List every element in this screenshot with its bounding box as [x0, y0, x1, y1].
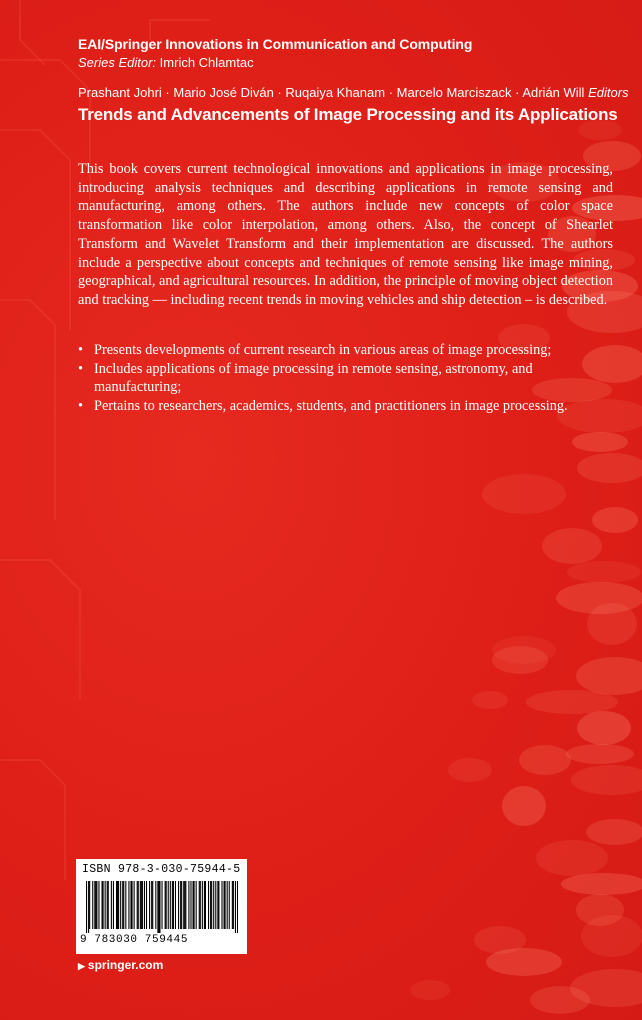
barcode-bar: [88, 881, 89, 933]
barcode-bar: [181, 881, 182, 929]
series-editor: [78, 55, 254, 70]
barcode-bar: [178, 881, 179, 929]
barcode-bar: [111, 881, 112, 929]
barcode-bar: [172, 881, 173, 929]
barcode-bar: [120, 881, 121, 929]
barcode-bar: [225, 881, 226, 929]
bullet-icon: •: [78, 342, 84, 358]
barcode-bar: [217, 881, 218, 929]
publisher-link-text: springer.com: [87, 958, 164, 972]
barcode-bar: [158, 881, 159, 933]
barcode-bar: [141, 881, 142, 929]
barcode-bar: [94, 881, 95, 929]
arrow-right-icon: ▶: [78, 961, 85, 971]
barcode-bar: [113, 881, 114, 929]
barcode-bar: [190, 881, 191, 929]
barcode-bar: [98, 881, 99, 929]
barcode-bar: [102, 881, 103, 929]
bullet-icon: •: [78, 398, 84, 415]
barcode-bar: [193, 881, 194, 929]
barcode-bar: [170, 881, 171, 929]
barcode: [86, 881, 238, 933]
barcode-bar: [202, 881, 203, 929]
barcode-bar: [200, 881, 201, 929]
barcode-bar: [221, 881, 222, 929]
barcode-bar: [161, 881, 162, 929]
barcode-bar: [118, 881, 119, 929]
barcode-bar: [213, 881, 214, 929]
list-item-text: Presents developments of current research in various areas of image processing;: [94, 342, 552, 358]
editor-names: Prashant Johri · Mario José Diván · Ruqaiya Khanam · Marcelo Marciszack · Adrián Will: [78, 85, 585, 100]
feature-list: [78, 341, 613, 416]
barcode-bar: [233, 881, 234, 929]
list-item: [78, 360, 613, 397]
barcode-bar: [123, 881, 124, 929]
barcode-bar: [103, 881, 104, 929]
barcode-bar: [224, 881, 225, 929]
barcode-bar: [116, 881, 117, 929]
barcode-bar: [218, 881, 219, 929]
barcode-bar: [168, 881, 169, 929]
list-item: [78, 397, 613, 416]
barcode-bar: [235, 881, 236, 933]
barcode-bar: [155, 881, 156, 929]
barcode-bar: [146, 881, 147, 929]
barcode-bar: [122, 881, 123, 929]
barcode-bar: [108, 881, 109, 929]
barcode-bar: [194, 881, 195, 929]
barcode-bar: [204, 881, 205, 929]
barcode-bar: [142, 881, 143, 929]
barcode-bar: [232, 881, 233, 929]
barcode-bar: [125, 881, 126, 929]
barcode-bar: [157, 881, 158, 933]
barcode-bar: [107, 881, 108, 929]
barcode-bar: [86, 881, 87, 933]
book-title: Trends and Advancements of Image Processing and its Applications: [78, 105, 618, 124]
barcode-bar: [166, 881, 167, 929]
barcode-bar: [199, 881, 200, 929]
barcode-bar: [188, 881, 189, 929]
series-editor-label: Series Editor:: [78, 55, 157, 70]
barcode-bar: [205, 881, 206, 929]
series-editor-name: Imrich Chlamtac: [159, 55, 254, 70]
barcode-bar: [180, 881, 181, 929]
barcode-bar: [96, 881, 97, 929]
barcode-bar: [117, 881, 118, 929]
barcode-bar: [89, 881, 90, 929]
isbn-label: ISBN 978-3-030-75944-5: [82, 863, 241, 876]
barcode-bar: [208, 881, 209, 929]
list-item: [78, 341, 613, 360]
barcode-bar: [215, 881, 216, 929]
barcode-bar: [140, 881, 141, 929]
barcode-bar: [165, 881, 166, 929]
barcode-bar: [149, 881, 150, 929]
barcode-bar: [128, 881, 129, 929]
barcode-bar: [227, 881, 228, 929]
barcode-bar: [137, 881, 138, 929]
barcode-bar: [196, 881, 197, 929]
barcode-bar: [183, 881, 184, 929]
bullet-icon: •: [78, 360, 84, 377]
barcode-bar: [237, 881, 238, 933]
barcode-bar: [211, 881, 212, 929]
barcode-bar: [134, 881, 135, 929]
barcode-bar: [92, 881, 93, 929]
list-item-text: Includes applications of image processing in remote sensing, astronomy, and manufacturing;: [94, 360, 533, 396]
barcode-bar: [138, 881, 139, 929]
barcode-bar: [152, 881, 153, 929]
editors-role: Editors: [588, 85, 629, 100]
barcode-bar: [144, 881, 145, 929]
barcode-bar: [132, 881, 133, 929]
barcode-bar: [130, 881, 131, 929]
barcode-bar: [151, 881, 152, 929]
barcode-digits: 9 783030 759445: [80, 934, 189, 946]
isbn-barcode-box: [76, 859, 247, 954]
book-editors: [78, 85, 629, 100]
barcode-bar: [105, 881, 106, 929]
barcode-bar: [185, 881, 186, 929]
publisher-link[interactable]: [78, 958, 163, 972]
barcode-bar: [175, 881, 176, 929]
series-title: EAI/Springer Innovations in Communication and Computing: [78, 36, 473, 52]
barcode-bar: [95, 881, 96, 929]
barcode-bar: [173, 881, 174, 929]
book-description: This book covers current technological innovations and applications in image processing, introducing analysis techniques and describing applications in remote sensing and manufacturing, among others. The authors include new concepts of color space transformation like color interpolation, among others. Also, the concept of Shearlet Transform and Wavelet Transform and their implementation are discussed. The authors include a perspective about concepts and techniques of remote sensing like image mining, geographical, and agricultural resources. In addition, the principle of moving object detection and tracking — including recent trends in moving vehicles and ship detection – is described.: [78, 161, 613, 308]
barcode-bar: [210, 881, 211, 929]
barcode-bar: [229, 881, 230, 929]
list-item-text: Pertains to researchers, academics, students, and practitioners in image processing.: [94, 398, 568, 415]
barcode-bar: [184, 881, 185, 929]
barcode-bar: [159, 881, 160, 933]
